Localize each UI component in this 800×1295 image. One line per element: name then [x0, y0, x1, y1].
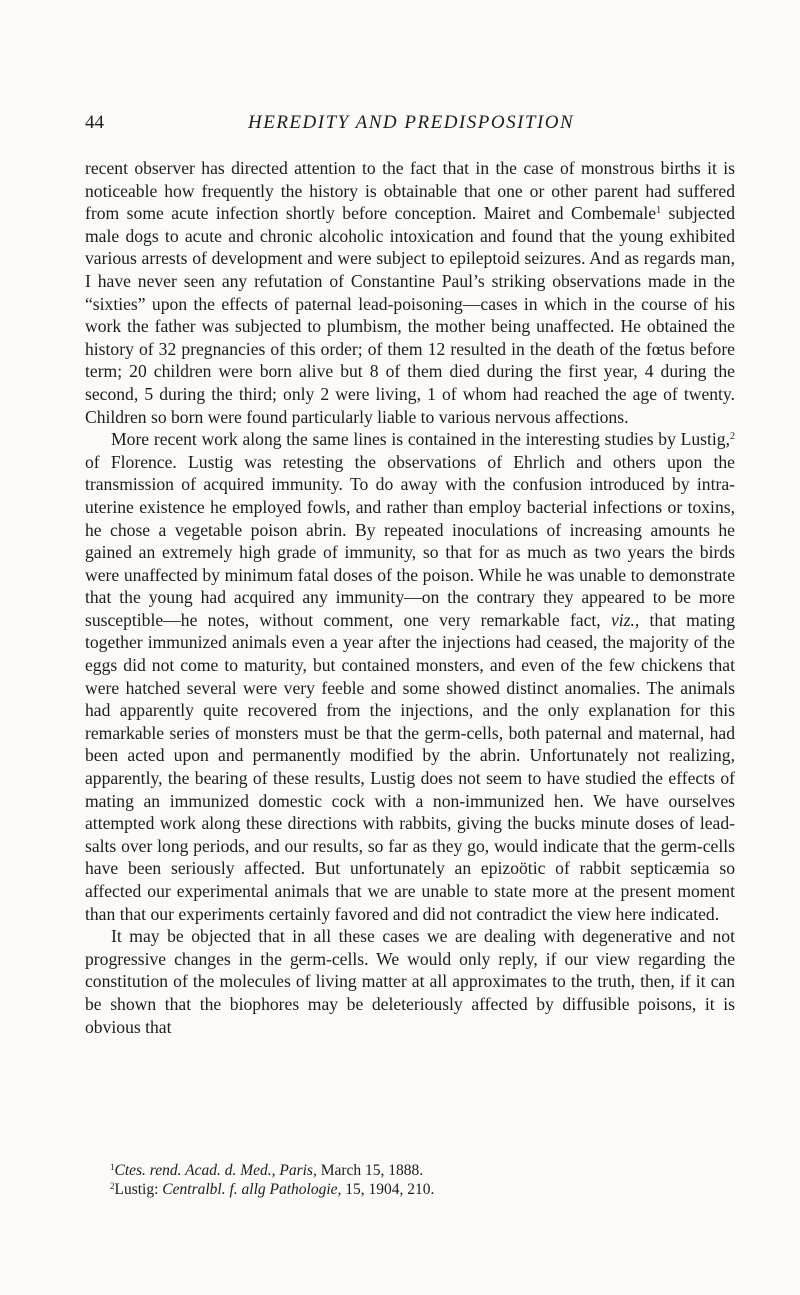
text-run: More recent work along the same lines is contained in the interesting studies by Lustig, — [111, 429, 730, 450]
footnote-ref: 1 — [110, 1162, 115, 1172]
text-run: Lustig: — [114, 1181, 163, 1198]
page-number: 44 — [85, 112, 104, 133]
text-run: March 15, 1888. — [316, 1162, 424, 1179]
text-run: recent observer has directed attention to the fact that in the case of monstrous births it is noticeable how frequently the history is obtainable that one or other parent had suffered from some acute infection shortly before conception. Mairet and Combemale — [85, 158, 735, 224]
italic-text: Ctes. rend. Acad. d. Med., Paris, — [114, 1162, 317, 1179]
text-run: 15, 1904, 210. — [341, 1181, 435, 1198]
text-run: that mating together immunized animals even a year after the injections had ceased, the majority of the eggs did not come to maturity, but contained monsters, and even of the few chickens that were hatched several were very feeble and some showed distinct anomalies. The animals had apparently quite recovered from the injections, and the only explanation for this remarkable series of monsters must be that the germ-cells, both paternal and maternal, had been acted upon and permanently modified by the abrin. Unfortunately not realizing, apparently, the bearing of these results, Lustig does not seem to have studied the effects of mating an immunized domestic cock with a non-immunized hen. We have ourselves attempted work along these directions with rabbits, giving the bucks minute doses of lead-salts over long periods, and our results, so far as they go, would indicate that the germ-cells have been seriously affected. But unfortunately an epizoötic of rabbit septicæmia so affected our experimental animals that we are unable to state more at the present moment than that our experiments certainly favored and did not contradict the view here indicated. — [85, 609, 735, 924]
paragraph — [85, 157, 735, 428]
footnote-ref: 2 — [730, 431, 735, 443]
text-run: of Florence. Lustig was retesting the observations of Ehrlich and others upon the transmission of acquired immunity. To do away with the confusion introduced by intra-uterine existence he employed fowls, and rather than employ bacterial infections or toxins, he chose a vegetable poison abrin. By repeated inoculations of increasing amounts he gained an extremely high grade of immunity, so that for as much as two years the birds were unaffected by minimum fatal doses of the poison. While he was unable to demonstrate that the young had acquired any immunity—on the contrary they appeared to be more susceptible—he notes, without comment, one very remarkable fact, — [85, 451, 735, 630]
paragraph — [85, 925, 735, 1038]
footnote-ref: 1 — [656, 205, 662, 217]
text-run: It may be objected that in all these cases we are dealing with degenerative and not progressive changes in the germ-cells. We would only reply, if our view regarding the constitution of the molecules of living matter at all approximates to the truth, then, if it can be shown that the biophores may be deleteriously affected by diffusible poisons, it is obvious that — [85, 926, 735, 1037]
running-head: HEREDITY AND PREDISPOSITION — [248, 112, 575, 133]
italic-text: Centralbl. f. allg Pathologie, — [162, 1181, 342, 1198]
italic-text: viz., — [610, 609, 640, 630]
footnotes — [110, 1161, 730, 1199]
paragraph — [85, 428, 735, 925]
footnote — [110, 1161, 730, 1180]
footnote-ref: 2 — [110, 1181, 115, 1191]
footnote — [110, 1180, 730, 1199]
body-text — [85, 157, 735, 1038]
text-run: subjected male dogs to acute and chronic alcoholic intoxication and found that the young exhibited various arrests of development and were subject to epileptoid seizures. And as regards man, I have never seen any refutation of Constantine Paul’s striking observations made in the “sixties” upon the effects of paternal lead-poisoning—cases in which in the course of his work the father was subjected to plumbism, the mother being unaffected. He obtained the history of 32 pregnancies of this order; of them 12 resulted in the death of the fœtus before term; 20 children were born alive but 8 of them died during the first year, 4 during the second, 5 during the third; only 2 were living, 1 of whom had reached the age of twenty. Children so born were found particularly liable to various nervous affections. — [85, 203, 735, 427]
